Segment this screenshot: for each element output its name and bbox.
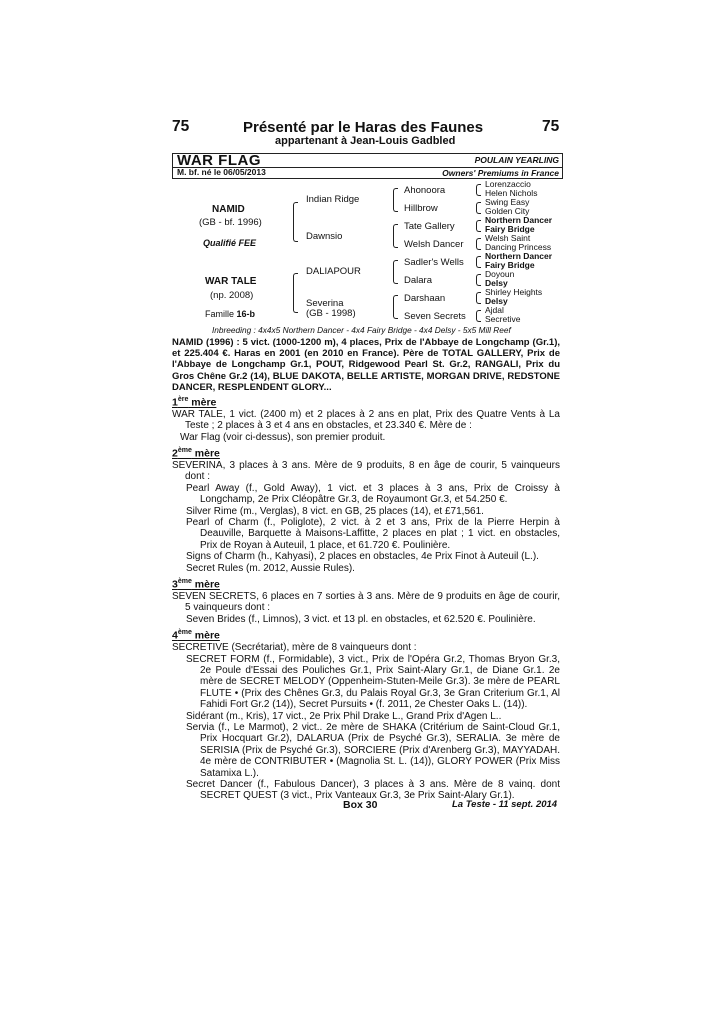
g4-9: Northern Dancer [485, 251, 553, 261]
g2-sire-dam: Dawnsio [306, 231, 343, 242]
first-dam-heading: 1ère mère [172, 396, 217, 409]
horse-category: POULAIN YEARLING [474, 155, 559, 165]
first-dam-produce: War Flag (voir ci-dessus), son premier produit. [180, 431, 386, 443]
g2-dam-dam-info: (GB - 1998) [306, 308, 356, 319]
lot-number-left: 75 [172, 118, 190, 135]
produce-item: Seven Brides (f., Limnos), 3 vict. et 13 pl. en obstacles, et 62.520 €. Poulinière. [186, 613, 536, 625]
g4-7: Welsh Saint [485, 233, 531, 243]
g2-sire-sire: Indian Ridge [306, 194, 360, 205]
second-dam-intro: SEVERINA, 3 places à 3 ans. Mère de 9 produits, 8 en âge de courir, 5 vainqueurs dont : [172, 460, 560, 483]
g4-15: Ajdal [485, 305, 504, 315]
sire-info: (GB - bf. 1996) [199, 217, 262, 228]
g3-8: Seven Secrets [404, 311, 466, 322]
g3-6: Dalara [404, 275, 432, 286]
produce-item: SECRET FORM (f., Formidable), 3 vict., Prix de l'Opéra Gr.2, Thomas Bryon Gr.3, 2e Poule d'Essai des Pouliches Gr.1, Prix Saint-Alary Gr.1, de Diane Gr.1. 2e mère de SECRET MELODY (Oppenheim-Stuten-Meile Gr.3). 3e mère de PEARL FLUTE • (Prix des Chênes Gr.3, du Palais Royal Gr.3, 3e Gran Criterium Gr.1, Al Fahidi Fort Gr.2 (14)), Secret Pursuits • (f. 2011, 2e Chester Oaks L. (14)). [186, 653, 560, 711]
g3-5: Sadler's Wells [404, 257, 464, 268]
horse-name: WAR FLAG [177, 152, 261, 169]
dam-info: (np. 2008) [210, 290, 254, 301]
g4-14: Delsy [485, 296, 508, 306]
birth-info: M. bf. né le 06/05/2013 [177, 167, 266, 177]
fourth-dam-intro: SECRETIVE (Secrétariat), mère de 8 vainqueurs dont : [172, 642, 417, 654]
g3-4: Welsh Dancer [404, 239, 464, 250]
g4-11: Doyoun [485, 269, 515, 279]
produce-item: Sidérant (m., Kris), 17 vict., 2e Prix Phil Drake L., Grand Prix d'Agen L.. [186, 710, 502, 722]
g4-12: Delsy [485, 278, 508, 288]
sale-info: La Teste - 11 sept. 2014 [452, 799, 558, 810]
g3-3: Tate Gallery [404, 221, 455, 232]
first-dam-text: WAR TALE, 1 vict. (2400 m) et 2 places à 2 ans en plat, Prix des Quatre Vents à La Teste ; 2 places à 3 et 4 ans en obstacles, et 23.340 €. Mère de : [172, 408, 560, 432]
g4-8: Dancing Princess [485, 242, 552, 252]
lot-number-right: 75 [542, 118, 560, 135]
g4-5: Northern Dancer [485, 215, 553, 225]
g3-1: Ahonoora [404, 185, 446, 196]
g4-16: Secretive [485, 314, 521, 324]
third-dam-heading: 3ème mère [172, 578, 220, 591]
catalogue-body [172, 337, 560, 802]
produce-item: Pearl of Charm (f., Poliglote), 2 vict. à 2 et 3 ans, Prix de la Pierre Herpin à Deauville, Barquette à Maisons-Laffitte, 2 places en plat ; 1 vict. en obstacles, Prix de Royan à Auteuil, 1 place, et 61.720 €. Poulinière. [186, 517, 560, 551]
g4-2: Helen Nichols [485, 188, 538, 198]
dam-name: WAR TALE [205, 276, 257, 287]
owner-line: appartenant à Jean-Louis Gadbled [275, 135, 456, 147]
g4-4: Golden City [485, 206, 530, 216]
g4-1: Lorenzaccio [485, 179, 531, 189]
horse-header-box [172, 153, 563, 179]
produce-item: Signs of Charm (h., Kahyasi), 2 places en obstacles, 4e Prix Finot à Auteuil (L.). [186, 551, 539, 563]
g4-6: Fairy Bridge [485, 224, 535, 234]
produce-item: Pearl Away (f., Gold Away), 1 vict. et 3 places à 3 ans, Prix de Croissy à Longchamp, 2e Prix Cléopâtre Gr.3, de Royaumont Gr.3, et 54.250 €. [186, 482, 560, 506]
g2-dam-sire: DALIAPOUR [306, 266, 361, 277]
page-title: Présenté par le Haras des Faunes [243, 119, 484, 136]
g3-2: Hillbrow [404, 203, 438, 214]
owners-premium: Owners' Premiums in France [442, 168, 559, 178]
sire-name: NAMID [212, 204, 245, 215]
produce-item: Silver Rime (m., Verglas), 8 vict. en GB, 25 places (14), et £71,561. [186, 505, 484, 517]
inbreeding-line: Inbreeding : 4x4x5 Northern Dancer - 4x4 Fairy Bridge - 4x4 Delsy - 5x5 Mill Reef [212, 325, 511, 335]
second-dam-heading: 2ème mère [172, 447, 220, 460]
produce-item: Secret Dancer (f., Fabulous Dancer), 3 places à 3 ans. Mère de 8 vainq. dont SECRET QUEST (3 vict., Prix Vanteaux Gr.3, 3e Prix Saint-Alary Gr.1). [186, 779, 560, 802]
g4-10: Fairy Bridge [485, 260, 535, 270]
box-number: Box 30 [343, 799, 378, 811]
produce-item: Secret Rules (m. 2012, Aussie Rules). [186, 562, 355, 574]
family-line: Famille 16-b [205, 309, 256, 319]
produce-item: Servia (f., Le Marmot), 2 vict.. 2e mère de SHAKA (Critérium de Saint-Cloud Gr.1, Prix Hocquart Gr.2), DALARUA (Prix de Psyché Gr.3), SERALIA. 3e mère de SERISIA (Prix de Psyché Gr.3), SORCIERE (Prix d'Arenberg Gr.3), MAYYADAH. 4e mère de CONTRIBUTER • (Magnolia St. L. (14)), GLORY POWER (Prix Miss Satamixa L.). [186, 721, 560, 779]
third-dam-intro: SEVEN SECRETS, 6 places en 7 sorties à 3 ans. Mère de 9 produits en âge de courir, 5 vainqueurs dont : [172, 591, 560, 614]
fourth-dam-heading: 4ème mère [172, 629, 220, 642]
g4-3: Swing Easy [485, 197, 530, 207]
sire-summary: NAMID (1996) : 5 vict. (1000-1200 m), 4 places, Prix de l'Abbaye de Longchamp (Gr.1), et 225.404 €. Haras en 2001 (en 2010 en France). Père de TOTAL GALLERY, Prix de l'Abbaye de Longchamp Gr.1, POUT, Ridgewood Pearl St. Gr.2, RANGALI, Prix du Gros Chêne Gr.2 (14), BLUE DAKOTA, BELLE ARTISTE, MORGAN DRIVE, REDSTONE DANCER, RESPLENDENT GLORY... [172, 337, 560, 393]
g2-dam-dam: Severina [306, 298, 344, 309]
sire-note: Qualifié FEE [203, 238, 257, 248]
g3-7: Darshaan [404, 293, 446, 304]
g4-13: Shirley Heights [485, 287, 543, 297]
